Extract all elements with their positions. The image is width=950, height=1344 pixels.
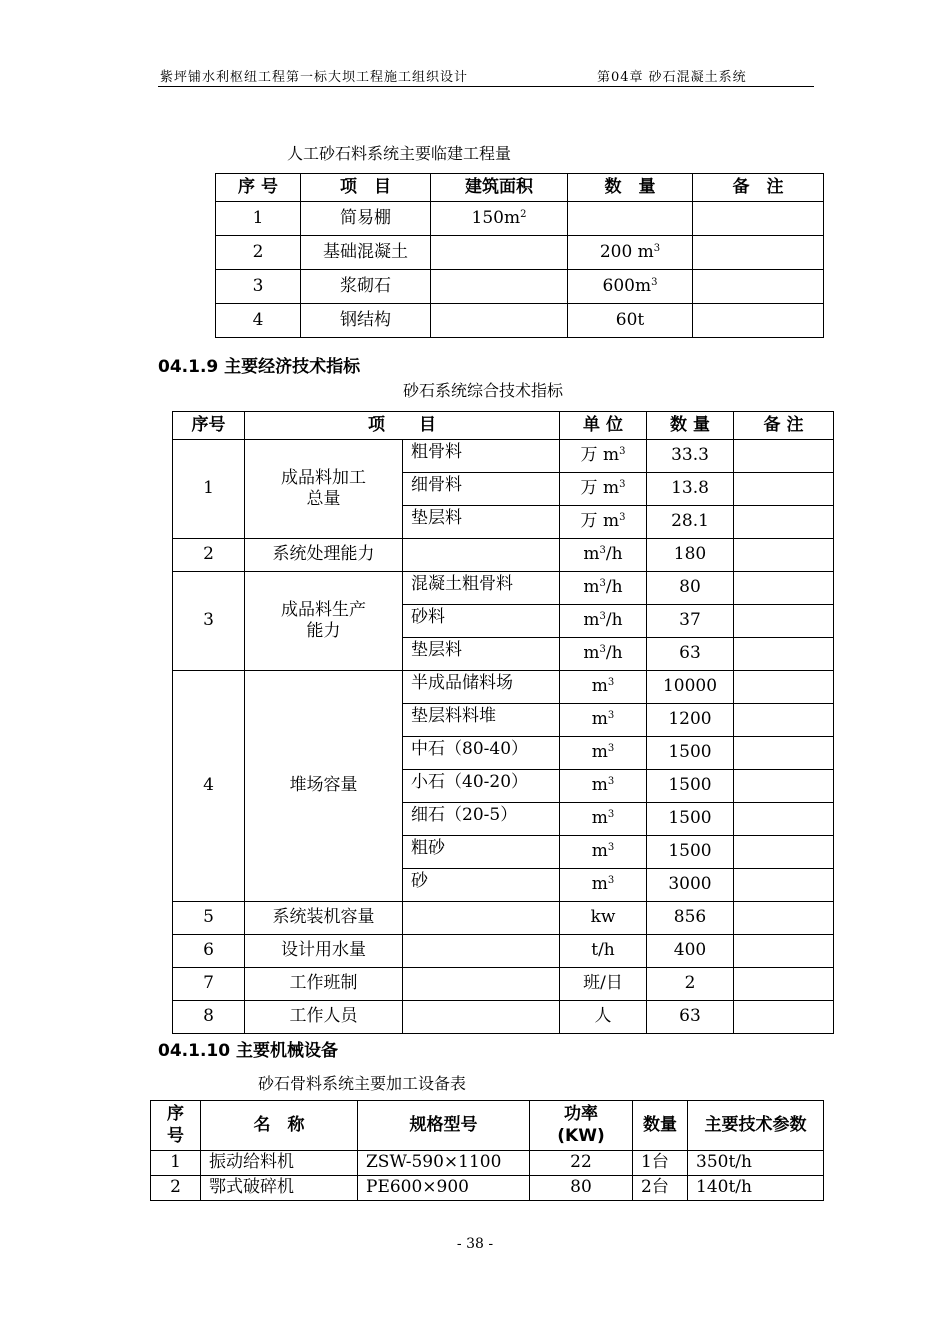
cell-text: 万 m — [580, 478, 620, 499]
remark — [734, 506, 834, 539]
row-number: 2 — [173, 539, 245, 572]
unit — [560, 638, 647, 671]
cell-text: 200 m — [599, 241, 654, 262]
sub-item: 混凝土粗骨料 — [403, 572, 560, 605]
sub-item: 细石（20-5） — [403, 803, 560, 836]
row-number: 8 — [173, 1001, 245, 1034]
power: 22 — [530, 1151, 633, 1176]
unit — [560, 704, 647, 737]
equipment-name: 振动给料机 — [201, 1151, 358, 1176]
power: 80 — [530, 1176, 633, 1201]
remark — [734, 473, 834, 506]
row-number: 1 — [216, 202, 301, 236]
equipment-name: 鄂式破碎机 — [201, 1176, 358, 1201]
remark — [734, 770, 834, 803]
sub-item — [403, 539, 560, 572]
superscript: 3 — [619, 479, 626, 491]
item-name: 基础混凝土 — [301, 236, 431, 270]
tech-param: 350t/h — [688, 1151, 824, 1176]
item-name: 堆场容量 — [245, 671, 403, 902]
cell-text: kw — [590, 907, 616, 928]
sub-item — [403, 935, 560, 968]
sub-item: 粗骨料 — [403, 440, 560, 473]
unit-count: 2台 — [633, 1176, 688, 1201]
table-row — [173, 935, 834, 968]
table1-caption: 人工砂石料系统主要临建工程量 — [287, 144, 512, 163]
cell-text: 600m — [602, 275, 652, 296]
section-heading-indicators: 04.1.9 主要经济技术指标 — [158, 357, 361, 377]
table-row — [173, 902, 834, 935]
quantity: 1500 — [647, 737, 734, 770]
remark — [734, 737, 834, 770]
item-name: 工作人员 — [245, 1001, 403, 1034]
item-name: 钢结构 — [301, 304, 431, 338]
table-row — [173, 572, 834, 605]
sub-item: 垫层料料堆 — [403, 704, 560, 737]
quantity: 1500 — [647, 836, 734, 869]
unit — [560, 836, 647, 869]
remark — [734, 836, 834, 869]
quantity: 63 — [647, 1001, 734, 1034]
unit — [560, 671, 647, 704]
quantity: 10000 — [647, 671, 734, 704]
remark — [734, 440, 834, 473]
table-row — [173, 1001, 834, 1034]
row-number: 7 — [173, 968, 245, 1001]
tech-param: 140t/h — [688, 1176, 824, 1201]
superscript: 3 — [607, 875, 615, 887]
superscript: 2 — [520, 208, 527, 220]
cell-text: m — [583, 544, 600, 565]
item-name: 设计用水量 — [245, 935, 403, 968]
cell-text: m — [591, 808, 608, 829]
cell-text: m — [591, 709, 608, 730]
unit — [560, 605, 647, 638]
table-row — [151, 1151, 824, 1176]
item-name: 工作班制 — [245, 968, 403, 1001]
unit — [560, 539, 647, 572]
remark — [734, 869, 834, 902]
table2-header-item: 项 目 — [245, 412, 560, 440]
sub-item — [403, 902, 560, 935]
remark — [734, 1001, 834, 1034]
quantity — [568, 270, 693, 304]
sub-item: 中石（80-40） — [403, 737, 560, 770]
table3-header-name: 名 称 — [201, 1101, 358, 1151]
table1-header-item: 项 目 — [301, 174, 431, 202]
table-row — [216, 202, 824, 236]
table3-header-model: 规格型号 — [358, 1101, 530, 1151]
quantity: 1500 — [647, 770, 734, 803]
row-number: 1 — [151, 1151, 201, 1176]
superscript: 3 — [599, 611, 606, 623]
superscript: 3 — [653, 242, 661, 254]
building-area — [431, 270, 568, 304]
unit — [560, 968, 647, 1001]
cell-text: m — [591, 775, 608, 796]
superscript: 3 — [599, 644, 606, 656]
remark — [734, 605, 834, 638]
table1-header-area: 建筑面积 — [431, 174, 568, 202]
superscript: 3 — [607, 776, 615, 788]
remark — [734, 671, 834, 704]
page-number: - 38 - — [456, 1236, 494, 1252]
table2-header-qty: 数 量 — [647, 412, 734, 440]
sub-item: 细骨料 — [403, 473, 560, 506]
row-number: 1 — [173, 440, 245, 539]
remark — [734, 539, 834, 572]
table2-header-note: 备 注 — [734, 412, 834, 440]
row-number: 3 — [173, 572, 245, 671]
table-row — [216, 270, 824, 304]
row-number: 3 — [216, 270, 301, 304]
row-number: 2 — [216, 236, 301, 270]
table3-header-no: 序号 — [151, 1101, 201, 1151]
cell-text: 人 — [594, 1006, 612, 1027]
sub-item: 砂料 — [403, 605, 560, 638]
table1-header-no: 序 号 — [216, 174, 301, 202]
building-area — [431, 236, 568, 270]
item-name: 系统装机容量 — [245, 902, 403, 935]
unit — [560, 440, 647, 473]
quantity: 400 — [647, 935, 734, 968]
cell-text: 班/日 — [583, 973, 623, 994]
table-row — [173, 440, 834, 473]
quantity: 63 — [647, 638, 734, 671]
remark — [734, 935, 834, 968]
unit — [560, 869, 647, 902]
table-row — [216, 236, 824, 270]
quantity: 1500 — [647, 803, 734, 836]
cell-text: m — [591, 742, 608, 763]
quantity: 3000 — [647, 869, 734, 902]
table3-header-count: 数量 — [633, 1101, 688, 1151]
item-name: 浆砌石 — [301, 270, 431, 304]
superscript: 3 — [651, 276, 658, 288]
superscript: 3 — [599, 545, 606, 557]
header-left: 紫坪铺水利枢纽工程第一标大坝工程施工组织设计 — [160, 70, 469, 85]
table-row — [216, 304, 824, 338]
sub-item: 半成品储料场 — [403, 671, 560, 704]
header-right: 第04章 砂石混凝土系统 — [597, 70, 747, 85]
header-rule — [158, 86, 814, 87]
row-number: 4 — [216, 304, 301, 338]
model-spec: PE600×900 — [358, 1176, 530, 1201]
superscript: 3 — [607, 677, 615, 689]
cell-text-tail: /h — [605, 544, 623, 565]
item-name: 系统处理能力 — [245, 539, 403, 572]
cell-text: m — [583, 577, 600, 598]
remark — [734, 572, 834, 605]
quantity: 13.8 — [647, 473, 734, 506]
table3-caption: 砂石骨料系统主要加工设备表 — [258, 1074, 467, 1093]
table3-header-power: 功率(KW) — [530, 1101, 633, 1151]
quantity: 37 — [647, 605, 734, 638]
table-row — [151, 1176, 824, 1201]
table-row — [173, 671, 834, 704]
table3-header-param: 主要技术参数 — [688, 1101, 824, 1151]
unit — [560, 473, 647, 506]
table3 — [150, 1100, 824, 1201]
remark — [693, 270, 824, 304]
cell-text: 万 m — [580, 445, 620, 466]
quantity: 80 — [647, 572, 734, 605]
unit — [560, 902, 647, 935]
quantity — [568, 304, 693, 338]
remark — [734, 638, 834, 671]
sub-item: 粗砂 — [403, 836, 560, 869]
remark — [693, 304, 824, 338]
quantity — [568, 202, 693, 236]
superscript: 3 — [607, 743, 615, 755]
quantity: 856 — [647, 902, 734, 935]
row-number: 4 — [173, 671, 245, 902]
remark — [734, 704, 834, 737]
unit — [560, 803, 647, 836]
item-name: 成品料生产能力 — [245, 572, 403, 671]
sub-item — [403, 1001, 560, 1034]
cell-text-tail: /h — [605, 610, 623, 631]
table-row — [173, 539, 834, 572]
cell-text: m — [591, 874, 608, 895]
sub-item: 垫层料 — [403, 506, 560, 539]
row-number: 5 — [173, 902, 245, 935]
sub-item: 小石（40-20） — [403, 770, 560, 803]
building-area — [431, 304, 568, 338]
table2 — [172, 411, 834, 1034]
building-area — [431, 202, 568, 236]
quantity: 1200 — [647, 704, 734, 737]
unit — [560, 737, 647, 770]
table2-header-unit: 单 位 — [560, 412, 647, 440]
superscript: 3 — [619, 512, 626, 524]
table1 — [215, 173, 824, 338]
row-number: 2 — [151, 1176, 201, 1201]
quantity: 28.1 — [647, 506, 734, 539]
unit — [560, 572, 647, 605]
unit — [560, 935, 647, 968]
remark — [734, 902, 834, 935]
superscript: 3 — [607, 710, 615, 722]
unit — [560, 506, 647, 539]
remark — [693, 236, 824, 270]
row-number: 6 — [173, 935, 245, 968]
quantity: 180 — [647, 539, 734, 572]
cell-text: 150m — [471, 207, 521, 228]
quantity: 33.3 — [647, 440, 734, 473]
superscript: 3 — [599, 578, 606, 590]
unit — [560, 770, 647, 803]
remark — [693, 202, 824, 236]
cell-text-tail: /h — [605, 643, 623, 664]
section-heading-equipment: 04.1.10 主要机械设备 — [158, 1041, 338, 1061]
cell-text: t/h — [591, 940, 615, 961]
cell-text: m — [591, 676, 608, 697]
table2-header-no: 序号 — [173, 412, 245, 440]
superscript: 3 — [607, 809, 615, 821]
model-spec: ZSW-590×1100 — [358, 1151, 530, 1176]
unit-count: 1台 — [633, 1151, 688, 1176]
cell-text: m — [583, 610, 600, 631]
cell-text: m — [591, 841, 608, 862]
table2-caption: 砂石系统综合技术指标 — [403, 381, 564, 400]
cell-text: 60t — [615, 309, 645, 330]
cell-text-tail: /h — [605, 577, 623, 598]
item-name: 简易棚 — [301, 202, 431, 236]
table1-header-qty: 数 量 — [568, 174, 693, 202]
superscript: 3 — [607, 842, 615, 854]
unit — [560, 1001, 647, 1034]
remark — [734, 803, 834, 836]
sub-item: 砂 — [403, 869, 560, 902]
sub-item — [403, 968, 560, 1001]
quantity: 2 — [647, 968, 734, 1001]
quantity — [568, 236, 693, 270]
remark — [734, 968, 834, 1001]
table1-header-note: 备 注 — [693, 174, 824, 202]
table-row — [173, 968, 834, 1001]
sub-item: 垫层料 — [403, 638, 560, 671]
item-name: 成品料加工总量 — [245, 440, 403, 539]
cell-text: 万 m — [580, 511, 620, 532]
cell-text: m — [583, 643, 600, 664]
superscript: 3 — [619, 446, 626, 458]
